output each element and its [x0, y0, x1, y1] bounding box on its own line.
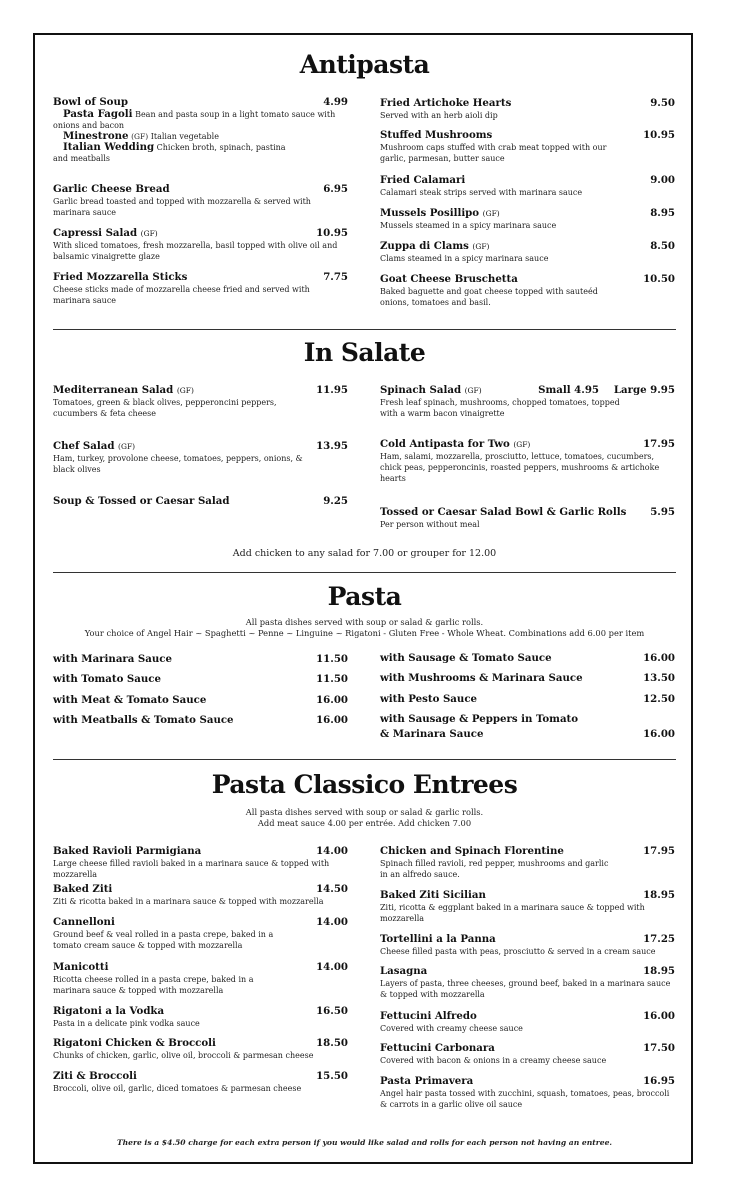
item-desc: Ricotta cheese rolled in a pasta crepe, baked in a marinara sauce & topped with mozzarella — [53, 975, 254, 995]
item-desc: Large cheese filled ravioli baked in a marinara sauce & topped with mozzarella — [53, 859, 330, 879]
item-name: Stuffed Mushrooms — [380, 129, 493, 141]
item-name: Baked Ziti Sicilian — [380, 889, 486, 901]
pasta-item — [380, 652, 675, 665]
soup-minestrone: Minestrone (GF) Italian vegetable — [63, 130, 219, 142]
pasta-item — [53, 714, 348, 727]
section-title-antipasta: Antipasta — [299, 50, 430, 79]
item-desc: With sliced tomatoes, fresh mozzarella, basil topped with olive oil and balsamic vinaigrette glaze — [53, 241, 338, 261]
pasta-item — [380, 672, 675, 685]
item-name: Garlic Cheese Bread — [53, 183, 170, 195]
item-name: with Marinara Sauce — [53, 653, 172, 665]
item-desc: Covered with creamy cheese sauce — [380, 1024, 523, 1033]
item-name: Mediterranean Salad (GF) — [53, 384, 194, 396]
menu-item-bowl-of-soup — [53, 96, 348, 164]
entree-item — [380, 933, 675, 957]
item-name: Ziti & Broccoli — [53, 1070, 137, 1082]
menu-item-zuppa-di-clams — [380, 240, 675, 264]
item-name: with Pesto Sauce — [380, 693, 477, 705]
menu-item-spinach-salad — [380, 384, 675, 419]
menu-item-fried-calamari — [380, 174, 675, 198]
menu-item-chef-salad — [53, 440, 348, 475]
entree-item — [53, 1005, 348, 1029]
classico-note-2: Add meat sauce 4.00 per entrée. Add chicken 7.00 — [257, 818, 472, 828]
salad-add-note: Add chicken to any salad for 7.00 or grouper for 12.00 — [232, 548, 497, 559]
item-price-large: Large 9.95 — [613, 384, 675, 396]
item-price: 18.95 — [643, 889, 675, 901]
item-price: 6.95 — [323, 183, 348, 195]
section-title-classico: Pasta Classico Entrees — [211, 770, 518, 799]
pasta-item — [53, 673, 348, 686]
menu-item-cold-antipasta — [380, 438, 675, 484]
item-name: with Sausage & Peppers in Tomato — [380, 713, 579, 725]
item-name: Goat Cheese Bruschetta — [380, 273, 518, 285]
item-name: Mussels Posillipo (GF) — [380, 207, 500, 219]
item-price: 10.95 — [316, 227, 348, 239]
entree-item — [53, 883, 348, 907]
item-name: Zuppa di Clams (GF) — [380, 240, 490, 252]
item-name: Tossed or Caesar Salad Bowl & Garlic Rolls — [380, 506, 627, 518]
divider — [53, 329, 676, 330]
item-name: Fettucini Alfredo — [380, 1010, 477, 1022]
item-name: Manicotti — [53, 961, 109, 973]
item-name: with Meatballs & Tomato Sauce — [53, 714, 234, 726]
item-price: 9.50 — [650, 97, 675, 109]
pasta-note-2: Your choice of Angel Hair ~ Spaghetti ~ Penne ~ Linguine ~ Rigatoni - Gluten Free - Whole Wheat. Combinations add 6.00 per item — [84, 628, 645, 638]
soup-pasta-fagoli: Pasta Fagoli Bean and pasta soup in a light tomato sauce with — [63, 108, 336, 120]
soup-italian-wedding: Italian Wedding Chicken broth, spinach, pastina — [63, 141, 286, 153]
item-desc: Clams steamed in a spicy marinara sauce — [380, 254, 549, 263]
item-name: Lasagna — [380, 965, 428, 977]
item-price: 10.95 — [643, 129, 675, 141]
item-name: Fried Mozzarella Sticks — [53, 271, 188, 283]
item-desc: Pasta in a delicate pink vodka sauce — [53, 1019, 200, 1028]
item-desc: Broccoli, olive oil, garlic, diced tomatoes & parmesan cheese — [53, 1084, 302, 1093]
item-price: 15.50 — [316, 1070, 348, 1082]
item-desc: Tomatoes, green & black olives, pepperoncini peppers, cucumbers & feta cheese — [53, 398, 277, 418]
item-desc: Ham, turkey, provolone cheese, tomatoes, peppers, onions, & black olives — [53, 454, 303, 474]
item-desc: Garlic bread toasted and topped with mozzarella & served with marinara sauce — [53, 197, 311, 217]
item-desc: Chunks of chicken, garlic, olive oil, broccoli & parmesan cheese — [53, 1051, 314, 1060]
menu-item-capressi-salad — [53, 227, 348, 262]
item-price: 14.00 — [316, 916, 348, 928]
pasta-item — [53, 653, 348, 666]
menu-item-stuffed-mushrooms — [380, 129, 675, 164]
entree-item — [380, 889, 675, 924]
menu-item-soup-tossed-salad — [53, 495, 348, 508]
entree-item — [53, 916, 348, 951]
menu-item-garlic-cheese-bread — [53, 183, 348, 218]
item-price: 16.00 — [643, 728, 675, 740]
item-price: 14.00 — [316, 961, 348, 973]
menu-item-fried-mozzarella — [53, 271, 348, 306]
item-desc: Cheese filled pasta with peas, prosciutto & served in a cream sauce — [380, 947, 656, 956]
item-price: 13.50 — [643, 672, 675, 684]
item-name: with Tomato Sauce — [53, 673, 161, 685]
item-price: 16.00 — [316, 694, 348, 706]
item-name: Tortellini a la Panna — [380, 933, 496, 945]
item-name: Capressi Salad (GF) — [53, 227, 158, 239]
entree-item — [380, 1042, 675, 1066]
item-name: Fried Artichoke Hearts — [380, 97, 512, 109]
entree-item — [380, 965, 675, 1000]
item-price: 9.25 — [323, 495, 348, 507]
entree-item — [53, 961, 348, 996]
item-desc: Angel hair pasta tossed with zucchini, squash, tomatoes, peas, broccoli & carrots in a garlic olive oil sauce — [380, 1089, 670, 1109]
item-price: 16.00 — [643, 652, 675, 664]
item-price: 8.50 — [650, 240, 675, 252]
item-name: Rigatoni Chicken & Broccoli — [53, 1037, 216, 1049]
item-price: 16.50 — [316, 1005, 348, 1017]
item-desc: Per person without meal — [380, 520, 480, 529]
item-price: 8.95 — [650, 207, 675, 219]
item-desc: Spinach filled ravioli, red pepper, mushrooms and garlic in an alfredo sauce. — [380, 859, 609, 879]
divider — [53, 759, 676, 760]
item-price: 18.50 — [316, 1037, 348, 1049]
item-price: 16.00 — [643, 1010, 675, 1022]
item-desc: Mussels steamed in a spicy marinara sauce — [380, 221, 557, 230]
item-price: 17.95 — [643, 845, 675, 857]
item-name: Chef Salad (GF) — [53, 440, 136, 452]
item-desc: Ground beef & veal rolled in a pasta crepe, baked in a tomato cream sauce & topped with mozzarella — [53, 930, 274, 950]
item-price: 18.95 — [643, 965, 675, 977]
item-name: Baked Ravioli Parmigiana — [53, 845, 202, 857]
footer-note: There is a $4.50 charge for each extra person if you would like salad and rolls for each person not having an entree. — [116, 1138, 613, 1147]
item-desc: Layers of pasta, three cheeses, ground beef, baked in a marinara sauce & topped with mozzarella — [380, 979, 671, 999]
item-price: 17.95 — [643, 438, 675, 450]
item-name: with Meat & Tomato Sauce — [53, 694, 207, 706]
item-desc: Served with an herb aioli dip — [380, 111, 498, 120]
soup-wedding-desc: and meatballs — [53, 154, 111, 163]
menu-item-salad-bowl-rolls — [380, 506, 675, 530]
item-name: Pasta Primavera — [380, 1075, 474, 1087]
section-title-salate: In Salate — [303, 338, 426, 367]
item-name: Fried Calamari — [380, 174, 466, 186]
soup-pasta-fagoli-desc: onions and bacon — [53, 121, 125, 130]
menu-item-mediterranean-salad — [53, 384, 348, 419]
item-name: Cold Antipasta for Two (GF) — [380, 438, 531, 450]
pasta-item — [380, 713, 675, 741]
item-price: 13.95 — [316, 440, 348, 452]
item-name: Chicken and Spinach Florentine — [380, 845, 564, 857]
item-name: Baked Ziti — [53, 883, 113, 895]
item-price: 16.95 — [643, 1075, 675, 1087]
item-name: Rigatoni a la Vodka — [53, 1005, 165, 1017]
menu-item-goat-cheese-bruschetta — [380, 273, 675, 308]
item-price: 14.50 — [316, 883, 348, 895]
item-desc: Calamari steak strips served with marinara sauce — [380, 188, 583, 197]
item-name: Bowl of Soup — [53, 96, 128, 108]
item-price: 10.50 — [643, 273, 675, 285]
classico-note-1: All pasta dishes served with soup or salad & garlic rolls. — [245, 807, 484, 817]
menu-item-mussels-posillipo — [380, 207, 675, 231]
item-desc: Ziti & ricotta baked in a marinara sauce & topped with mozzarella — [53, 897, 324, 906]
item-desc: Ziti, ricotta & eggplant baked in a marinara sauce & topped with mozzarella — [380, 903, 645, 923]
item-price: 11.50 — [316, 673, 348, 685]
entree-item — [53, 1037, 348, 1061]
item-desc: Ham, salami, mozzarella, prosciutto, lettuce, tomatoes, cucumbers, chick peas, pepperoncinis, roasted peppers, mushrooms & artichoke hearts — [380, 452, 660, 483]
item-name: with Mushrooms & Marinara Sauce — [380, 672, 583, 684]
item-name: Soup & Tossed or Caesar Salad — [53, 495, 230, 507]
entree-item — [380, 1010, 675, 1034]
divider — [53, 572, 676, 573]
pasta-item — [380, 693, 675, 706]
pasta-note-1: All pasta dishes served with soup or salad & garlic rolls. — [245, 617, 484, 627]
entree-item — [380, 845, 675, 880]
section-title-pasta: Pasta — [327, 582, 402, 611]
entree-item — [380, 1075, 675, 1110]
item-price: 11.95 — [316, 384, 348, 396]
item-name: Cannelloni — [53, 916, 115, 928]
menu-item-fried-artichoke — [380, 97, 675, 121]
entree-item — [53, 1070, 348, 1094]
item-price: 5.95 — [650, 506, 675, 518]
item-price: 7.75 — [323, 271, 348, 283]
item-price: 9.00 — [650, 174, 675, 186]
item-desc: Baked baguette and goat cheese topped with sauteéd onions, tomatoes and basil. — [380, 287, 598, 307]
item-price: 4.99 — [323, 96, 348, 108]
item-desc: Covered with bacon & onions in a creamy cheese sauce — [380, 1056, 607, 1065]
pasta-item — [53, 694, 348, 707]
item-price: 12.50 — [643, 693, 675, 705]
item-desc: Fresh leaf spinach, mushrooms, chopped tomatoes, topped with a warm bacon vinaigrette — [380, 398, 620, 418]
item-name: Spinach Salad (GF) — [380, 384, 482, 396]
item-price: 17.50 — [643, 1042, 675, 1054]
item-price: 14.00 — [316, 845, 348, 857]
item-name: with Sausage & Tomato Sauce — [380, 652, 552, 664]
item-desc: Cheese sticks made of mozzarella cheese fried and served with marinara sauce — [53, 285, 310, 305]
item-name-line2: & Marinara Sauce — [380, 728, 484, 740]
item-price: 16.00 — [316, 714, 348, 726]
item-price-small: Small 4.95 — [538, 384, 599, 396]
item-price: 17.25 — [643, 933, 675, 945]
item-price: 11.50 — [316, 653, 348, 665]
item-desc: Mushroom caps stuffed with crab meat topped with our garlic, parmesan, butter sauce — [380, 143, 607, 163]
entree-item — [53, 845, 348, 880]
item-name: Fettucini Carbonara — [380, 1042, 495, 1054]
